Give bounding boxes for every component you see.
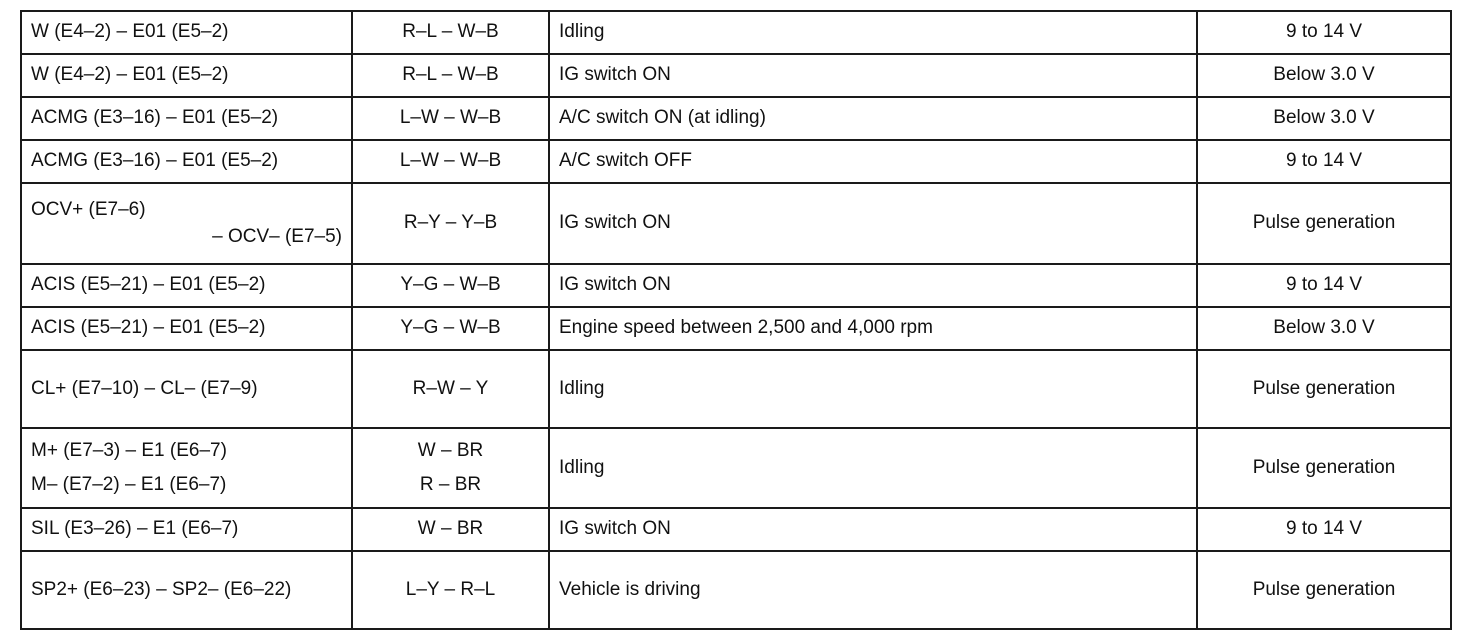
wiring-color-cell: R–W – Y xyxy=(352,350,549,428)
wiring-color-cell: W – BR xyxy=(352,508,549,551)
specified-condition-cell: Pulse generation xyxy=(1197,183,1451,264)
specified-condition-cell: 9 to 14 V xyxy=(1197,508,1451,551)
terminal-cell: ACMG (E3–16) – E01 (E5–2) xyxy=(21,97,352,140)
condition-cell: Idling xyxy=(549,11,1197,54)
condition-cell: IG switch ON xyxy=(549,264,1197,307)
specified-condition-cell: 9 to 14 V xyxy=(1197,11,1451,54)
terminal-cell: CL+ (E7–10) – CL– (E7–9) xyxy=(21,350,352,428)
specified-condition-cell: Below 3.0 V xyxy=(1197,97,1451,140)
table-row xyxy=(21,140,1451,183)
terminal-cell: W (E4–2) – E01 (E5–2) xyxy=(21,11,352,54)
wiring-color-cell: Y–G – W–B xyxy=(352,264,549,307)
table-row xyxy=(21,54,1451,97)
terminal-cell: ACIS (E5–21) – E01 (E5–2) xyxy=(21,307,352,350)
condition-cell: A/C switch OFF xyxy=(549,140,1197,183)
table-row xyxy=(21,551,1451,629)
table-row xyxy=(21,97,1451,140)
terminal-line: – OCV– (E7–5) xyxy=(212,225,342,247)
terminal-cell xyxy=(21,428,352,508)
terminal-cell xyxy=(21,183,352,264)
wiring-line: W – BR xyxy=(417,439,484,461)
terminal-cell: SIL (E3–26) – E1 (E6–7) xyxy=(21,508,352,551)
specified-condition-cell: Pulse generation xyxy=(1197,350,1451,428)
condition-cell: IG switch ON xyxy=(549,508,1197,551)
specified-condition-cell: Below 3.0 V xyxy=(1197,307,1451,350)
terminal-line: M+ (E7–3) – E1 (E6–7) xyxy=(31,439,227,461)
wiring-color-cell: R–L – W–B xyxy=(352,11,549,54)
ecu-terminal-spec-table xyxy=(20,10,1452,630)
table-row xyxy=(21,350,1451,428)
condition-cell: IG switch ON xyxy=(549,54,1197,97)
condition-cell: Idling xyxy=(549,428,1197,508)
specified-condition-cell: Pulse generation xyxy=(1197,428,1451,508)
table-row xyxy=(21,307,1451,350)
terminal-line: M– (E7–2) – E1 (E6–7) xyxy=(31,473,227,495)
terminal-cell: ACIS (E5–21) – E01 (E5–2) xyxy=(21,264,352,307)
table-row xyxy=(21,11,1451,54)
terminal-cell: W (E4–2) – E01 (E5–2) xyxy=(21,54,352,97)
wiring-color-cell: R–L – W–B xyxy=(352,54,549,97)
wiring-color-cell: R–Y – Y–B xyxy=(352,183,549,264)
condition-cell: Vehicle is driving xyxy=(549,551,1197,629)
table-row xyxy=(21,508,1451,551)
wiring-color-cell: L–Y – R–L xyxy=(352,551,549,629)
table-row xyxy=(21,183,1451,264)
terminal-cell: SP2+ (E6–23) – SP2– (E6–22) xyxy=(21,551,352,629)
specified-condition-cell: Below 3.0 V xyxy=(1197,54,1451,97)
terminal-line: OCV+ (E7–6) xyxy=(31,198,146,220)
table-row xyxy=(21,428,1451,508)
condition-cell: Engine speed between 2,500 and 4,000 rpm xyxy=(549,307,1197,350)
wiring-color-cell: L–W – W–B xyxy=(352,97,549,140)
specified-condition-cell: 9 to 14 V xyxy=(1197,140,1451,183)
wiring-color-cell: Y–G – W–B xyxy=(352,307,549,350)
wiring-color-cell xyxy=(352,428,549,508)
wiring-line: R – BR xyxy=(419,473,482,495)
table-row xyxy=(21,264,1451,307)
terminal-cell: ACMG (E3–16) – E01 (E5–2) xyxy=(21,140,352,183)
wiring-color-cell: L–W – W–B xyxy=(352,140,549,183)
condition-cell: IG switch ON xyxy=(549,183,1197,264)
specified-condition-cell: 9 to 14 V xyxy=(1197,264,1451,307)
condition-cell: A/C switch ON (at idling) xyxy=(549,97,1197,140)
condition-cell: Idling xyxy=(549,350,1197,428)
specified-condition-cell: Pulse generation xyxy=(1197,551,1451,629)
